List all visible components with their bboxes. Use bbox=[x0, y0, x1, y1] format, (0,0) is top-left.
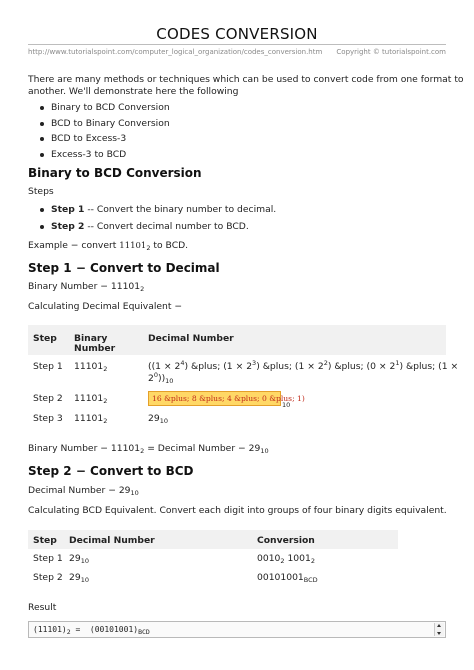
table-cell-decimal: $29_{10}$ bbox=[69, 553, 89, 565]
source-url: http://www.tutorialspoint.com/computer_logical_organization/codes_conversion.htm bbox=[28, 48, 323, 56]
table-cell-step: Step 2 bbox=[33, 572, 63, 583]
table-cell-binary: $11101_2$ bbox=[74, 413, 108, 425]
scroll-up-arrow-icon[interactable] bbox=[437, 624, 441, 627]
list-item: BCD to Binary Conversion bbox=[28, 118, 170, 134]
calc-bcd-label: Calculating BCD Equivalent. Convert each digit into groups of four binary digits equivalent. bbox=[28, 505, 447, 516]
table-cell-conversion: $0010_2$ $1001_2$ bbox=[257, 553, 315, 565]
table-header-binary: Binary bbox=[74, 333, 108, 344]
table-header-decimal-number: Decimal Number bbox=[148, 333, 234, 344]
table-cell-binary: $11101_2$ bbox=[74, 361, 108, 373]
table-cell-step: Step 1 bbox=[33, 361, 63, 372]
table-cell-step: Step 3 bbox=[33, 413, 63, 424]
intro-line-2: another. We'll demonstrate here the following bbox=[28, 86, 239, 97]
scroll-down-arrow-icon[interactable] bbox=[437, 632, 441, 635]
decimal-number-label: Decimal Number − $29_{10}$ bbox=[28, 485, 139, 497]
table-header-step: Step bbox=[33, 333, 57, 344]
table-header-number: Number bbox=[74, 343, 116, 354]
code-scrollbar[interactable] bbox=[434, 623, 444, 636]
table-cell-subscript: 10 bbox=[282, 401, 291, 409]
steps-label: Steps bbox=[28, 186, 54, 197]
table-cell-step: Step 1 bbox=[33, 553, 63, 564]
list-item: Step 1 -- Convert the binary number to decimal. bbox=[28, 204, 276, 221]
steps-list bbox=[28, 204, 276, 237]
binary-number-label: Binary Number − $11101_2$ bbox=[28, 281, 145, 293]
title-divider bbox=[28, 44, 446, 45]
copyright-notice: Copyright © tutorialspoint.com bbox=[336, 48, 446, 56]
table-cell-expansion-line-1: ($(1 \times 2^4)$ &plus; $(1 \times 2^3)$ &plus; $(1 \times 2^2)$ &plus; $(0 \times 2^1)$ &plus; (1 × bbox=[148, 359, 459, 372]
result-code-block[interactable] bbox=[28, 621, 446, 638]
table-cell-conversion: $00101001_{BCD}$ bbox=[257, 572, 318, 584]
list-item: BCD to Excess-3 bbox=[28, 133, 170, 149]
section-heading-step-1: Step 1 − Convert to Decimal bbox=[28, 261, 220, 275]
table-cell-expansion-line-2: $2^0))_{10}$ bbox=[148, 371, 174, 385]
list-item: Binary to BCD Conversion bbox=[28, 102, 170, 118]
table-cell-decimal: $29_{10}$ bbox=[148, 413, 168, 425]
table-header-decimal-number: Decimal Number bbox=[69, 535, 155, 546]
intro-line-1: There are many methods or techniques which can be used to convert code from one format to bbox=[28, 74, 464, 85]
table-header-conversion: Conversion bbox=[257, 535, 315, 546]
section-heading-binary-to-bcd: Binary to BCD Conversion bbox=[28, 166, 202, 180]
list-item: Step 2 -- Convert decimal number to BCD. bbox=[28, 221, 276, 237]
result-code-text: $(11101)_2 = (00101001)_{BCD}$ bbox=[33, 625, 150, 636]
example-line: Example − convert $11101_2$ to BCD. bbox=[28, 240, 189, 252]
conversion-methods-list bbox=[28, 102, 170, 164]
math-render-error-box: 16 &plus; 8 &plus; 4 &plus; 0 &plus; 1) bbox=[148, 391, 281, 406]
calc-decimal-label: Calculating Decimal Equivalent − bbox=[28, 301, 183, 312]
table-cell-step: Step 2 bbox=[33, 393, 63, 404]
section-heading-step-2: Step 2 − Convert to BCD bbox=[28, 464, 194, 478]
summary-line: Binary Number − $11101_2$ = Decimal Number − $29_{10}$ bbox=[28, 443, 269, 455]
page-title: CODES CONVERSION bbox=[156, 25, 318, 43]
table-cell-decimal: $29_{10}$ bbox=[69, 572, 89, 584]
list-item: Excess-3 to BCD bbox=[28, 149, 170, 165]
result-label: Result bbox=[28, 602, 57, 613]
table-header-step: Step bbox=[33, 535, 57, 546]
table-cell-binary: $11101_2$ bbox=[74, 393, 108, 405]
